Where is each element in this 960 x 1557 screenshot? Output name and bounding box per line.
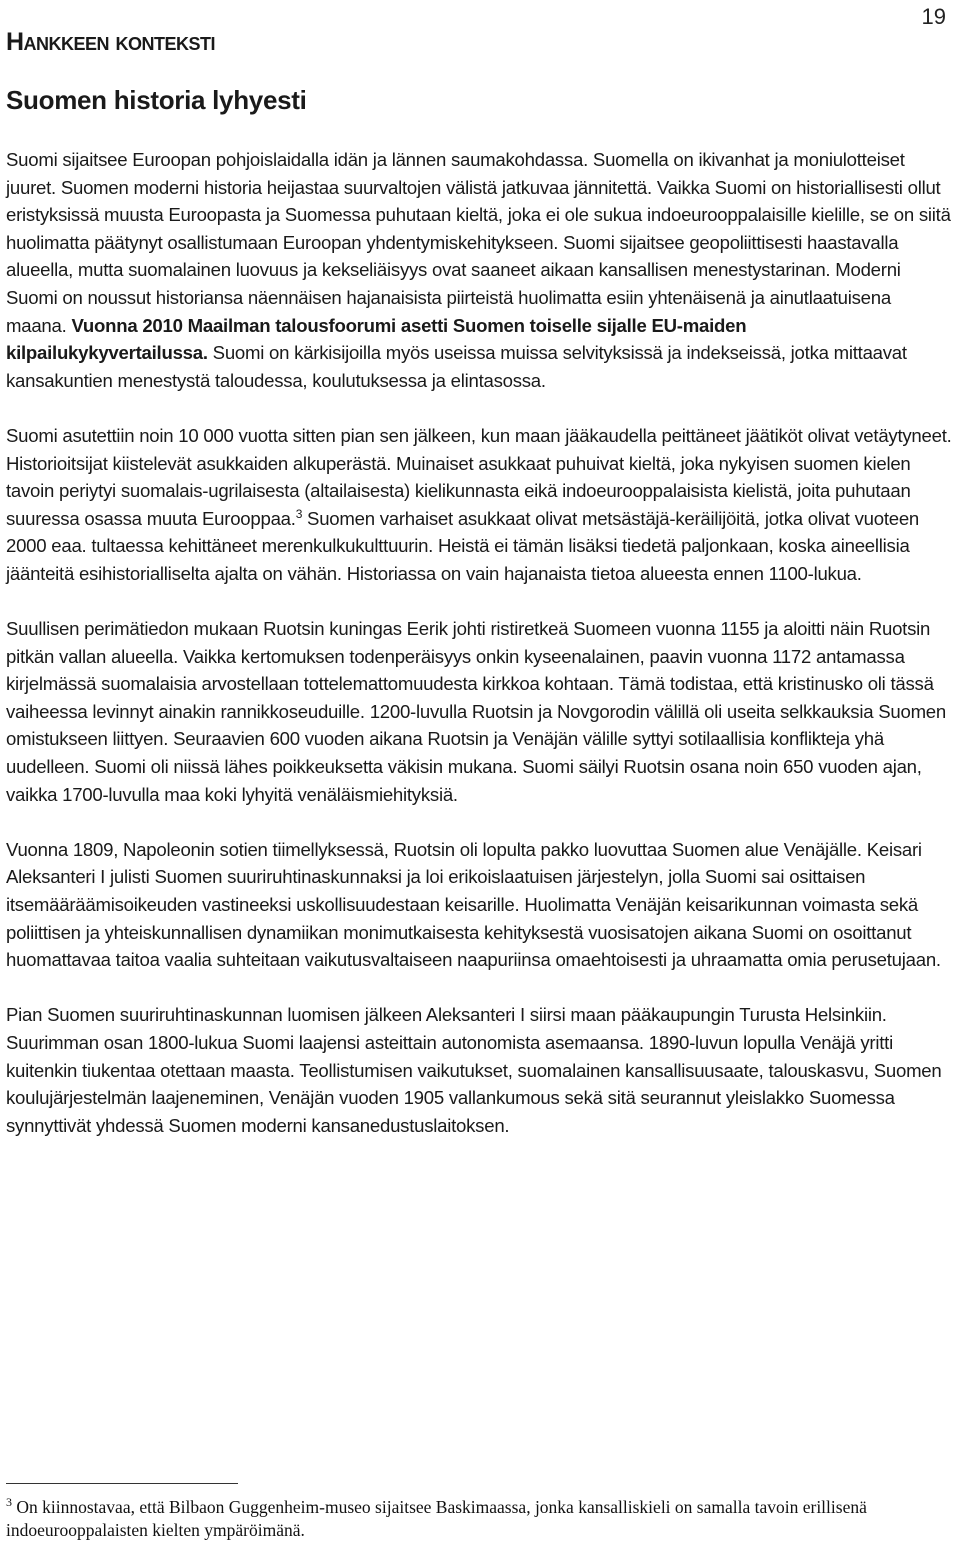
- paragraph: [6, 1001, 952, 1139]
- footnote-reference: 3: [295, 506, 303, 521]
- text-run: Vuonna 1809, Napoleonin sotien tiimellyksessä, Ruotsin oli lopulta pakko luovuttaa Suomen alue Venäjälle. Keisari Aleksanteri I julisti Suomen suuriruhtinaskunnaksi ja loi erikoislaatuisen järjestelyn, jolla Suomi sai osittaisen itsemääräämisoikeuden vastineeksi uskollisuudestaan keisarille. Huolimatta Venäjän keisarikunnan voimasta sekä poliittisen ja yhteiskunnallisen dynamiikan monimutkaisesta kehityksestä vuosisatojen aikana Suomi on osoittanut huomattavaa taitoa vaalia suhteitaan vaikutusvaltaiseen naapuriinsa omaehtoisesti ja uhraamatta omia perusetujaan.: [6, 838, 941, 971]
- text-run: Pian Suomen suuriruhtinaskunnan luomisen jälkeen Aleksanteri I siirsi maan pääkaupungin Turusta Helsinkiin. Suurimman osan 1800-lukua Suomi laajensi asteittain autonomista asemaansa. 1890-luvun lopulla Venäjä yritti kuitenkin tiukentaa otettaan maasta. Teollistumisen vaikutukset, suomalainen kansallisuusaate, talouskasvu, Suomen koulujärjestelmän laajeneminen, Venäjän vuoden 1905 vallankumous sekä sitä seurannut yleislakko Suomessa synnyttivät yhdessä Suomen moderni kansanedustuslaitoksen.: [6, 1004, 942, 1136]
- section-title: Hankkeen konteksti: [6, 28, 216, 56]
- footnote-marker: 3: [6, 1495, 12, 1510]
- text-run: Suullisen perimätiedon mukaan Ruotsin kuningas Eerik johti ristiretkeä Suomeen vuonna 1155 ja aloitti näin Ruotsin pitkän vallan alueella. Vaikka kertomuksen todenperäisyys onkin kyseenalainen, paavin vuonna 1172 antamassa kirjelmässä suomalaisia arvostellaan tottelemattomuudesta kirkkoa kohtaan. Tämä todistaa, että kristinusko oli tässä vaiheessa levinnyt ainakin rannikkoseuduille. 1200-luvulla Ruotsin ja Novgorodin välillä oli useita selkkauksia Suomen omistukseen liittyen. Seuraavien 600 vuoden aikana Ruotsin ja Venäjän välille syttyi sotilaallisia konflikteja yhä uudelleen. Suomi oli niissä lähes poikkeuksetta väkisin mukana. Suomi säilyi Ruotsin osana noin 650 vuoden ajan, vaikka 1700-luvulla maa koki lyhyitä venäläismiehityksiä.: [6, 618, 946, 805]
- text-run: Suomi asutettiin noin 10 000 vuotta sitten pian sen jälkeen, kun maan jääkaudella peittäneet jäätiköt olivat vetäytyneet. Historioitsijat kiistelevät asukkaiden alkuperästä. Muinaiset asukkaat puhuivat kieltä, joka nykyisen suomen kielen tavoin periytyi suomalais-ugrilaisesta (altailaisesta) kielikunnasta eikä indoeurooppalaisista kielistä, joita puhutaan suuressa osassa muuta Eurooppaa.: [6, 424, 952, 529]
- paragraph: [6, 615, 952, 808]
- subsection-title: Suomen historia lyhyesti: [6, 85, 307, 115]
- text-run: Suomen varhaiset asukkaat olivat metsästäjä-keräilijöitä, jotka olivat vuoteen 2000 eaa. tultaessa kehittäneet merenkulkukulttuurin. Heistä ei tämän lisäksi tiedetä paljonkaan, koska aineellisia jäänteitä esihistorialliselta ajalta on vähän. Historiassa on vain hajanaista tietoa alueesta ennen 1100-lukua.: [6, 507, 920, 584]
- footnote: [6, 1496, 952, 1542]
- text-run: Suomi sijaitsee Euroopan pohjoislaidalla idän ja lännen saumakohdassa. Suomella on ikivanhat ja moniulotteiset juuret. Suomen moderni historia heijastaa suurvaltojen välistä jatkuvaa jännitettä. Vaikka Suomi on historiallisesti ollut eristyksissä muusta Euroopasta ja Suomessa puhutaan kieltä, joka ei ole sukua indoeurooppalaisille kielille, se on siitä huolimatta päätynyt osallistumaan Euroopan yhdentymiskehitykseen. Suomi sijaitsee geopoliittisesti haastavalla alueella, mutta suomalainen luovuus ja kekseliäisyys ovat saaneet aikaan kansallisen menestystarinan. Moderni Suomi on noussut historiansa näennäisen hajanaisista piirteistä huolimatta esiin yhtenäisenä ja ainutlaatuisena maana.: [6, 149, 951, 336]
- paragraph: [6, 146, 952, 394]
- footnote-text: On kiinnostavaa, että Bilbaon Guggenheim-museo sijaitsee Baskimaassa, jonka kansalliskieli on samalla tavoin erillisenä indoeurooppalaisten kielten ympäröimänä.: [6, 1497, 867, 1540]
- footnote-divider: [6, 1483, 238, 1484]
- emphasized-text: Vuonna 2010 Maailman talousfoorumi asetti Suomen toiselle sijalle EU-maiden kilpailukykyvertailussa.: [6, 314, 747, 364]
- paragraph: [6, 422, 952, 588]
- page-number: 19: [921, 4, 946, 29]
- paragraph: [6, 836, 952, 974]
- text-run: Suomi on kärkisijoilla myös useissa muissa selvityksissä ja indekseissä, jotka mittaavat kansakuntien menestystä taloudessa, koulutuksessa ja elintasossa.: [6, 342, 907, 391]
- body-text: [6, 146, 952, 1167]
